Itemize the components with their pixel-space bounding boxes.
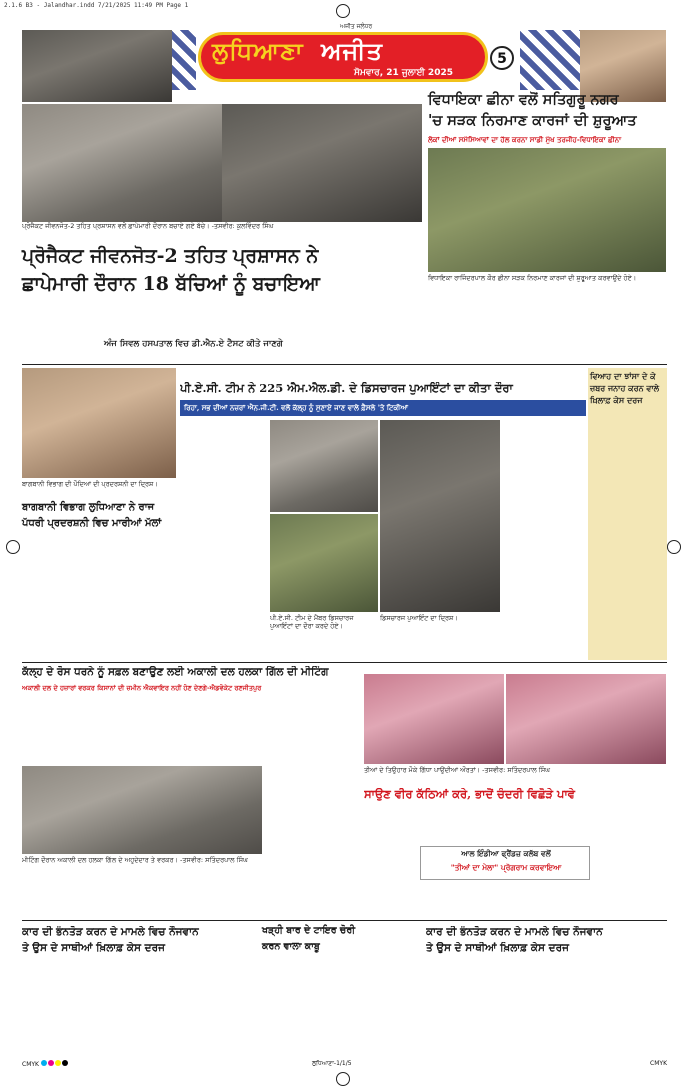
- photo-akali: [22, 766, 262, 854]
- footer-center: ਲੁਧਿਆਣਾ-1/1/5: [312, 1060, 352, 1067]
- photo-pau-drain: [380, 420, 500, 612]
- photo-rescue-1: [22, 104, 222, 222]
- body-akali-2: [264, 766, 362, 874]
- headline-bottom-mid-2: ਕਰਨ ਵਾਲਾ ਕਾਬੂ: [262, 941, 320, 952]
- headline-legislator-2: 'ਚ ਸੜਕ ਨਿਰਮਾਣ ਕਾਰਜਾਂ ਦੀ ਸ਼ੁਰੂਆਤ: [428, 112, 637, 129]
- caption-horticulture: ਬਾਗਬਾਨੀ ਵਿਭਾਗ ਦੀ ਪੌਦਿਆਂ ਦੀ ਪ੍ਰਦਰਸ਼ਨੀ ਦਾ ਦ੍ਰਿਸ਼।: [22, 480, 158, 488]
- headline-side-2: ਜ਼ਬਰ ਜਨਾਹ ਕਰਨ ਵਾਲੇ: [590, 383, 660, 393]
- headline-bottom-left-2: ਤੇ ਉਸ ਦੇ ਸਾਥੀਆਂ ਖ਼ਿਲਾਫ਼ ਕੇਸ ਦਰਜ: [22, 942, 165, 954]
- divider-2: [22, 662, 667, 663]
- subhead-legislator: ਲੋਕਾਂ ਦੀਆਂ ਸਮੱਸਿਆਵਾਂ ਦਾ ਹੱਲ ਕਰਨਾ ਸਾਡੀ ਮੁੱਖ ਤਰਜੀਹ-ਵਿਧਾਇਕਾ ਛੀਨਾ: [428, 136, 622, 144]
- headline-horticulture-2: ਪੱਧਰੀ ਪ੍ਰਦਰਸ਼ਨੀ ਵਿਚ ਮਾਰੀਆਂ ਮੱਲਾਂ: [22, 518, 162, 529]
- photo-rescue-2: [222, 104, 422, 222]
- footer: [22, 1060, 667, 1072]
- print-slug: 2.1.6 B3 - Jalandhar.indd 7/21/2025 11:49 PM Page 1: [4, 2, 189, 9]
- registration-mark-bottom: [336, 1072, 350, 1086]
- masthead-kicker: ਅਜੀਤ ਜਲੰਧਰ: [340, 23, 373, 30]
- body-akali: [22, 696, 362, 764]
- subhead-akali: ਅਕਾਲੀ ਦਲ ਦੇ ਹਜ਼ਾਰਾਂ ਵਰਕਰ ਕਿਸਾਨਾਂ ਦੀ ਜ਼ਮੀਨ ਐਕਵਾਇਰ ਨਹੀਂ ਹੋਣ ਦੇਣਗੇ-ਐਡਵੋਕੇਟ ਰਣਜੀਤਪੁਰ: [22, 684, 262, 692]
- caption-pau-right: ਡਿਸਚਾਰਜ ਪੁਆਇੰਟ ਦਾ ਦ੍ਰਿਸ਼।: [380, 614, 458, 622]
- body-bottom-right: [426, 960, 666, 1056]
- masthead-pattern-left: [172, 30, 196, 90]
- headline-legislator-1: ਵਿਧਾਇਕਾ ਛੀਨਾ ਵਲੋਂ ਸਤਿਗੁਰੂ ਨਗਰ: [428, 91, 619, 108]
- body-bottom-left: [22, 960, 258, 1056]
- body-akali-3: [22, 876, 362, 918]
- divider-1: [22, 364, 667, 365]
- body-pau-col4: [502, 420, 586, 658]
- body-legislator: [428, 290, 666, 360]
- masthead-title-left: ਲੁਧਿਆਣਾ: [212, 36, 304, 65]
- masthead-date: ਸੋਮਵਾਰ, 21 ਜੁਲਾਈ 2025: [354, 68, 453, 78]
- body-bottom-mid: [262, 960, 422, 1056]
- body-horticulture: [22, 536, 176, 666]
- caption-legislator: ਵਿਧਾਇਕਾ ਰਾਜਿੰਦਰਪਾਲ ਕੌਰ ਛੀਨਾ ਸੜਕ ਨਿਰਮਾਣ ਕਾਰਜਾਂ ਦੀ ਸ਼ੁਰੂਆਤ ਕਰਵਾਉਂਦੇ ਹੋਏ।: [428, 274, 637, 282]
- cmyk-cyan-dot: [41, 1060, 47, 1066]
- cmyk-black-dot: [62, 1060, 68, 1066]
- caption-akali: ਮੀਟਿੰਗ ਦੌਰਾਨ ਅਕਾਲੀ ਦਲ ਹਲਕਾ ਗਿੱਲ ਦੇ ਅਹੁਦੇਦਾਰ ਤੇ ਵਰਕਰ। -ਤਸਵੀਰ: ਸਤਿੰਦਰਪਾਲ ਸਿੰਘ: [22, 856, 248, 864]
- masthead-photo-statues: [22, 30, 172, 102]
- registration-mark-top: [336, 4, 350, 18]
- photo-horticulture: [22, 368, 176, 478]
- footer-right: CMYK: [650, 1060, 667, 1067]
- photo-pau-worker: [270, 514, 378, 612]
- subhead-project: ਅੰਜ ਸਿਵਲ ਹਸਪਤਾਲ ਵਿਚ ਡੀ.ਐਨ.ਏ ਟੈਸਟ ਕੀਤੇ ਜਾਣਗੇ: [104, 339, 283, 349]
- cmyk-yellow-dot: [55, 1060, 61, 1066]
- footer-left: CMYK: [22, 1061, 39, 1068]
- cmyk-magenta-dot: [48, 1060, 54, 1066]
- body-pau-col1: [180, 420, 268, 658]
- headline-project-2: ਛਾਪੇਮਾਰੀ ਦੌਰਾਨ 18 ਬੱਚਿਆਂ ਨੂੰ ਬਚਾਇਆ: [22, 273, 320, 295]
- headline-bottom-mid-1: ਖੜ੍ਹੀ ਬਾਰ ਦੇ ਟਾਇਰ ਚੋਰੀ: [262, 925, 356, 936]
- registration-mark-right: [667, 540, 681, 554]
- caption-teej: ਤੀਆਂ ਦੇ ਤਿਉਹਾਰ ਮੌਕੇ ਗਿੱਧਾ ਪਾਉਂਦੀਆਂ ਔਰਤਾਂ। -ਤਸਵੀਰ: ਸਤਿੰਦਰਪਾਲ ਸਿੰਘ: [364, 766, 551, 774]
- masthead-pattern-right: [520, 30, 580, 90]
- headline-bottom-right-2: ਤੇ ਉਸ ਦੇ ਸਾਥੀਆਂ ਖ਼ਿਲਾਫ਼ ਕੇਸ ਦਰਜ: [426, 942, 569, 954]
- caption-pau-left: ਪੀ.ਏ.ਸੀ. ਟੀਮ ਦੇ ਮੈਂਬਰ ਡਿਸਚਾਰਜ ਪੁਆਇੰਟਾਂ ਦਾ ਦੌਰਾ ਕਰਦੇ ਹੋਏ।: [270, 614, 354, 631]
- masthead-title: [212, 36, 412, 65]
- teej-box-line2: "ਤੀਆਂ ਦਾ ਮੇਲਾ" ਪ੍ਰੋਗਰਾਮ ਕਰਵਾਇਆ: [450, 863, 562, 872]
- registration-mark-left: [6, 540, 20, 554]
- photo-pau-top: [270, 420, 378, 512]
- headline-teej: ਸਾਉਣ ਵੀਰ ਕੱਠਿਆਂ ਕਰੇ, ਭਾਦੋਂ ਚੰਦਰੀ ਵਿਛੋੜੇ ਪਾਵੇ: [364, 788, 575, 801]
- photo-legislator: [428, 148, 666, 272]
- headline-bottom-right-1: ਕਾਰ ਦੀ ਭੰਨਤੋੜ ਕਰਨ ਦੇ ਮਾਮਲੇ ਵਿਚ ਨੌਜਵਾਨ: [426, 926, 603, 938]
- teej-box-line1: ਆਲ ਇੰਡੀਆ ਫ੍ਰੈਂਡਜ਼ ਕਲੱਬ ਵਲੋਂ: [461, 849, 551, 858]
- headline-side-1: ਵਿਆਹ ਦਾ ਝਾਂਸਾ ਦੇ ਕੇ: [590, 371, 656, 381]
- page-number: 5: [490, 46, 514, 70]
- divider-3: [22, 920, 667, 921]
- headline-akali: ਕੱਲ੍ਹ ਦੇ ਰੋਸ ਧਰਨੇ ਨੂੰ ਸਫ਼ਲ ਬਣਾਉਣ ਲਈ ਅਕਾਲੀ ਦਲ ਹਲਕਾ ਗਿੱਲ ਦੀ ਮੀਟਿੰਗ: [22, 666, 329, 678]
- masthead-title-right: ਅਜੀਤ: [321, 36, 383, 65]
- headline-bottom-left-1: ਕਾਰ ਦੀ ਭੰਨਤੋੜ ਕਰਨ ਦੇ ਮਾਮਲੇ ਵਿਚ ਨੌਜਵਾਨ: [22, 926, 199, 938]
- body-project: [22, 306, 422, 362]
- photo-teej-2: [506, 674, 666, 764]
- subhead-pau: ਰਿਹਾ, ਸਭ ਦੀਆਂ ਨਜ਼ਰਾਂ ਐਨ.ਜੀ.ਟੀ. ਵਲੋਂ ਕੱਲ੍ਹ ਨੂੰ ਸੁਣਾਏ ਜਾਣ ਵਾਲੇ ਫ਼ੈਸਲੇ 'ਤੇ ਟਿਕੀਆਂ: [180, 400, 586, 416]
- headline-horticulture-1: ਬਾਗਬਾਨੀ ਵਿਭਾਗ ਲੁਧਿਆਣਾ ਨੇ ਰਾਜ: [22, 502, 155, 513]
- headline-pau: ਪੀ.ਏ.ਸੀ. ਟੀਮ ਨੇ 225 ਐਮ.ਐਲ.ਡੀ. ਦੇ ਡਿਸਚਾਰਜ ਪੁਆਇੰਟਾਂ ਦਾ ਕੀਤਾ ਦੌਰਾ: [180, 382, 513, 395]
- photo-teej-1: [364, 674, 504, 764]
- headline-side-3: ਖ਼ਿਲਾਫ਼ ਕੇਸ ਦਰਜ: [590, 395, 643, 405]
- headline-project-1: ਪ੍ਰੋਜੈਕਟ ਜੀਵਨਜੋਤ-2 ਤਹਿਤ ਪ੍ਰਸ਼ਾਸਨ ਨੇ: [22, 245, 319, 267]
- caption-project: ਪ੍ਰੋਜੈਕਟ ਜੀਵਨਜੋਤ-2 ਤਹਿਤ ਪ੍ਰਸ਼ਾਸਨ ਵਲੋਂ ਛਾਪੇਮਾਰੀ ਦੌਰਾਨ ਬਚਾਏ ਗਏ ਬੱਚੇ। -ਤਸਵੀਰ: ਕੁਲਵਿੰਦਰ ਸਿੰਘ: [22, 222, 274, 230]
- body-side: [590, 410, 666, 658]
